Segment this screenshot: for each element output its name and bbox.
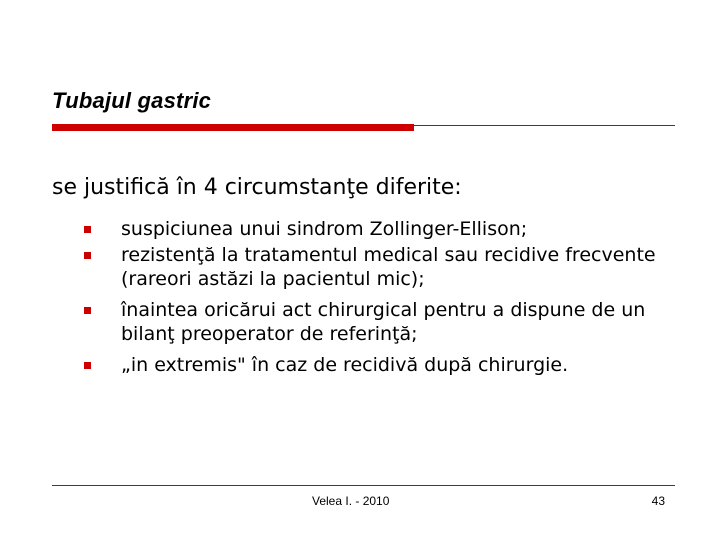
bullet-item [84,298,684,346]
bullet-text: rezistenţă la tratamentul medical sau recidive frecvente (rareori astăzi la pacientul mic); [121,244,656,290]
bullet-item [84,353,684,377]
bullet-list [84,217,684,384]
bullet-text: „in extremis" în caz de recidivă după chirurgie. [121,354,569,376]
square-bullet-icon [84,226,91,233]
bullet-item [84,217,684,241]
footer-divider [52,485,675,486]
title-underline-thick [52,124,414,131]
bullet-item [84,243,684,291]
page-number: 43 [651,494,665,508]
slide-subtitle: se justifică în 4 circumstanţe diferite: [52,175,462,200]
footer-author: Velea I. - 2010 [312,494,390,508]
slide-title: Tubajul gastric [52,88,212,113]
title-underline-thin [414,125,675,126]
bullet-text: suspiciunea unui sindrom Zollinger-Ellison; [121,218,528,240]
square-bullet-icon [84,362,91,369]
square-bullet-icon [84,307,91,314]
bullet-text: înaintea oricărui act chirurgical pentru a dispune de un bilanţ preoperator de referinţă; [121,299,646,345]
square-bullet-icon [84,252,91,259]
